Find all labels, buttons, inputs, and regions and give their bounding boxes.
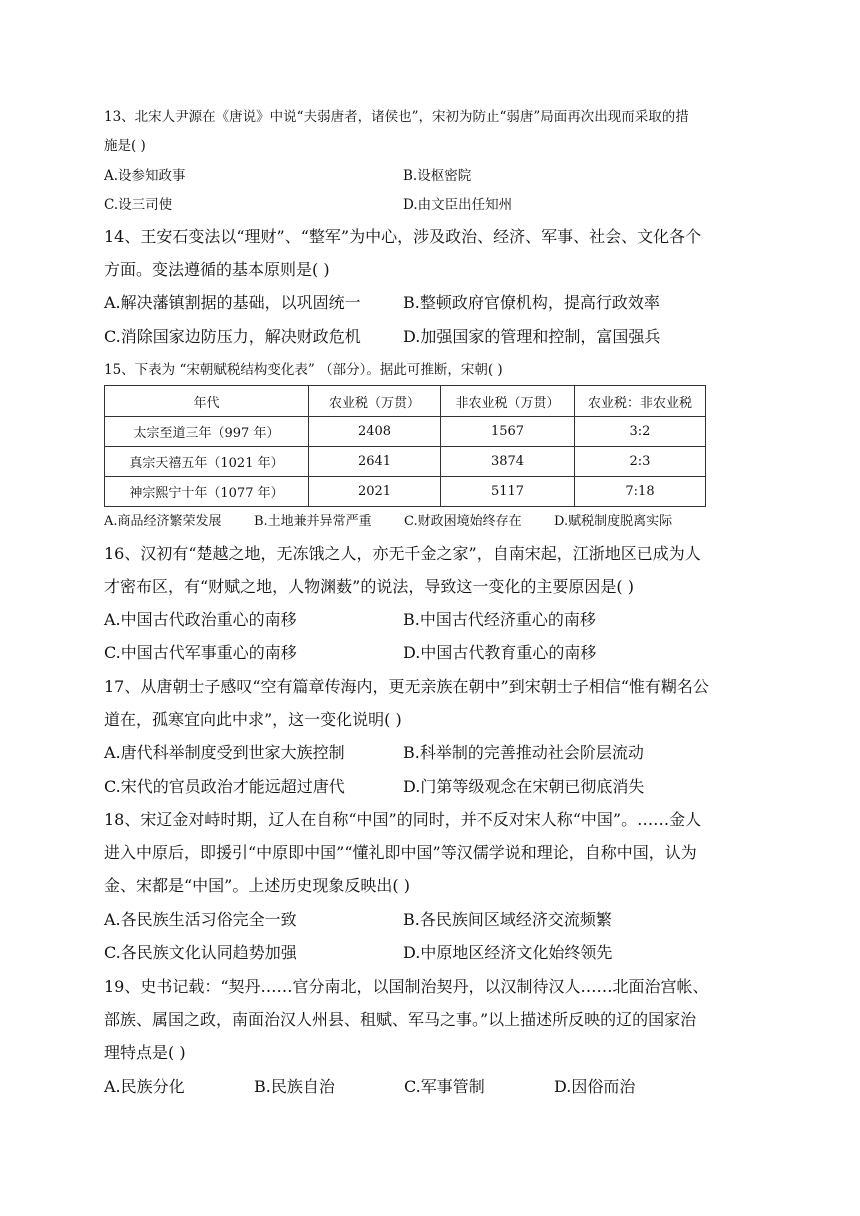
q15-stem: 15、下表为 “宋朝赋税结构变化表” （部分）。据此可推断，宋朝( ) — [104, 362, 503, 378]
q17-option-d: D.门第等级观念在宋朝已彻底消失 — [403, 777, 645, 796]
q13-stem-line1: 13、北宋人尹源在《唐说》中说“夫弱唐者，诸侯也”，宋初为防止“弱唐”局面再次出现而采取的措 — [104, 109, 689, 125]
table-cell: 3:2 — [575, 417, 706, 447]
q18-option-c: C.各民族文化认同趋势加强 — [104, 943, 297, 962]
q16-option-a: A.中国古代政治重心的南移 — [104, 610, 297, 629]
tax-structure-table — [104, 385, 706, 507]
table-cell: 太宗至道三年（997 年） — [105, 417, 309, 447]
q14-stem-line1: 14、王安石变法以“理财”、“整军”为中心，涉及政治、经济、军事、社会、文化各个 — [104, 227, 702, 246]
table-cell: 5117 — [441, 477, 575, 507]
table-cell: 2641 — [309, 447, 441, 477]
q19-option-c: C.军事管制 — [404, 1077, 485, 1096]
table-row — [105, 477, 706, 507]
table-row — [105, 447, 706, 477]
q18-option-d: D.中原地区经济文化始终领先 — [403, 943, 613, 962]
q14-option-a: A.解决藩镇割据的基础，以巩固统一 — [104, 293, 361, 312]
q18-option-a: A.各民族生活习俗完全一致 — [104, 910, 297, 929]
q19-stem-line1: 19、史书记载：“契丹……官分南北，以国制治契丹，以汉制待汉人……北面治宫帐、 — [104, 977, 709, 996]
table-header-row — [105, 386, 706, 417]
q15-option-c: C.财政困境始终存在 — [404, 514, 522, 529]
q16-stem-line2: 才密布区，有“财赋之地，人物渊薮”的说法，导致这一变化的主要原因是( ) — [104, 577, 634, 596]
q18-option-b: B.各民族间区域经济交流频繁 — [403, 910, 612, 929]
table-row — [105, 417, 706, 447]
q18-stem-line1: 18、宋辽金对峙时期，辽人在自称“中国”的同时，并不反对宋人称“中国”。……金人 — [104, 810, 702, 829]
q18-stem-line3: 金、宋都是“中国”。上述历史现象反映出( ) — [104, 876, 410, 895]
q13-option-c: C.设三司使 — [104, 197, 173, 213]
table-header-cell: 非农业税（万贯） — [441, 386, 575, 417]
q16-option-c: C.中国古代军事重心的南移 — [104, 643, 297, 662]
q14-stem-line2: 方面。变法遵循的基本原则是( ) — [104, 260, 330, 279]
q17-stem-line2: 道在，孤寒宜向此中求”，这一变化说明( ) — [104, 710, 402, 729]
table-header-cell: 年代 — [105, 386, 309, 417]
q15-option-a: A.商品经济繁荣发展 — [104, 514, 222, 529]
q19-stem-line2: 部族、属国之政，南面治汉人州县、租赋、军马之事。”以上描述所反映的辽的国家治 — [104, 1010, 697, 1029]
q17-option-a: A.唐代科举制度受到世家大族控制 — [104, 743, 345, 762]
q13-option-a: A.设参知政事 — [104, 168, 186, 184]
q17-stem-line1: 17、从唐朝士子感叹“空有篇章传海内，更无亲族在朝中”到宋朝士子相信“惟有糊名公 — [104, 677, 709, 696]
table-cell: 2408 — [309, 417, 441, 447]
q14-option-b: B.整顿政府官僚机构，提高行政效率 — [403, 293, 660, 312]
table-cell: 1567 — [441, 417, 575, 447]
q13-stem-line2: 施是( ) — [104, 138, 146, 154]
table-header-cell: 农业税（万贯） — [309, 386, 441, 417]
table-cell: 2021 — [309, 477, 441, 507]
q16-stem-line1: 16、汉初有“楚越之地，无冻饿之人，亦无千金之家”，自南宋起，江浙地区已成为人 — [104, 544, 701, 563]
q17-option-b: B.科举制的完善推动社会阶层流动 — [403, 743, 644, 762]
table-cell: 神宗熙宁十年（1077 年） — [105, 477, 309, 507]
q14-option-d: D.加强国家的管理和控制，富国强兵 — [403, 327, 661, 346]
q13-option-d: D.由文臣出任知州 — [403, 197, 513, 213]
q15-option-b: B.土地兼并异常严重 — [254, 514, 372, 529]
q18-stem-line2: 进入中原后，即援引“中原即中国”“懂礼即中国”等汉儒学说和理论，自称中国，认为 — [104, 843, 697, 862]
q19-option-b: B.民族自治 — [254, 1077, 335, 1096]
table-cell: 7:18 — [575, 477, 706, 507]
q14-option-c: C.消除国家边防压力，解决财政危机 — [104, 327, 361, 346]
q16-option-b: B.中国古代经济重心的南移 — [403, 610, 596, 629]
q15-option-d: D.赋税制度脱离实际 — [554, 514, 673, 529]
q17-option-c: C.宋代的官员政治才能远超过唐代 — [104, 777, 345, 796]
table-cell: 3874 — [441, 447, 575, 477]
table-header-cell: 农业税：非农业税 — [575, 386, 706, 417]
q13-option-b: B.设枢密院 — [403, 168, 472, 184]
table-cell: 2:3 — [575, 447, 706, 477]
q16-option-d: D.中国古代教育重心的南移 — [403, 643, 597, 662]
q19-option-a: A.民族分化 — [104, 1077, 185, 1096]
q19-option-d: D.因俗而治 — [554, 1077, 636, 1096]
table-cell: 真宗天禧五年（1021 年） — [105, 447, 309, 477]
q19-stem-line3: 理特点是( ) — [104, 1043, 186, 1062]
